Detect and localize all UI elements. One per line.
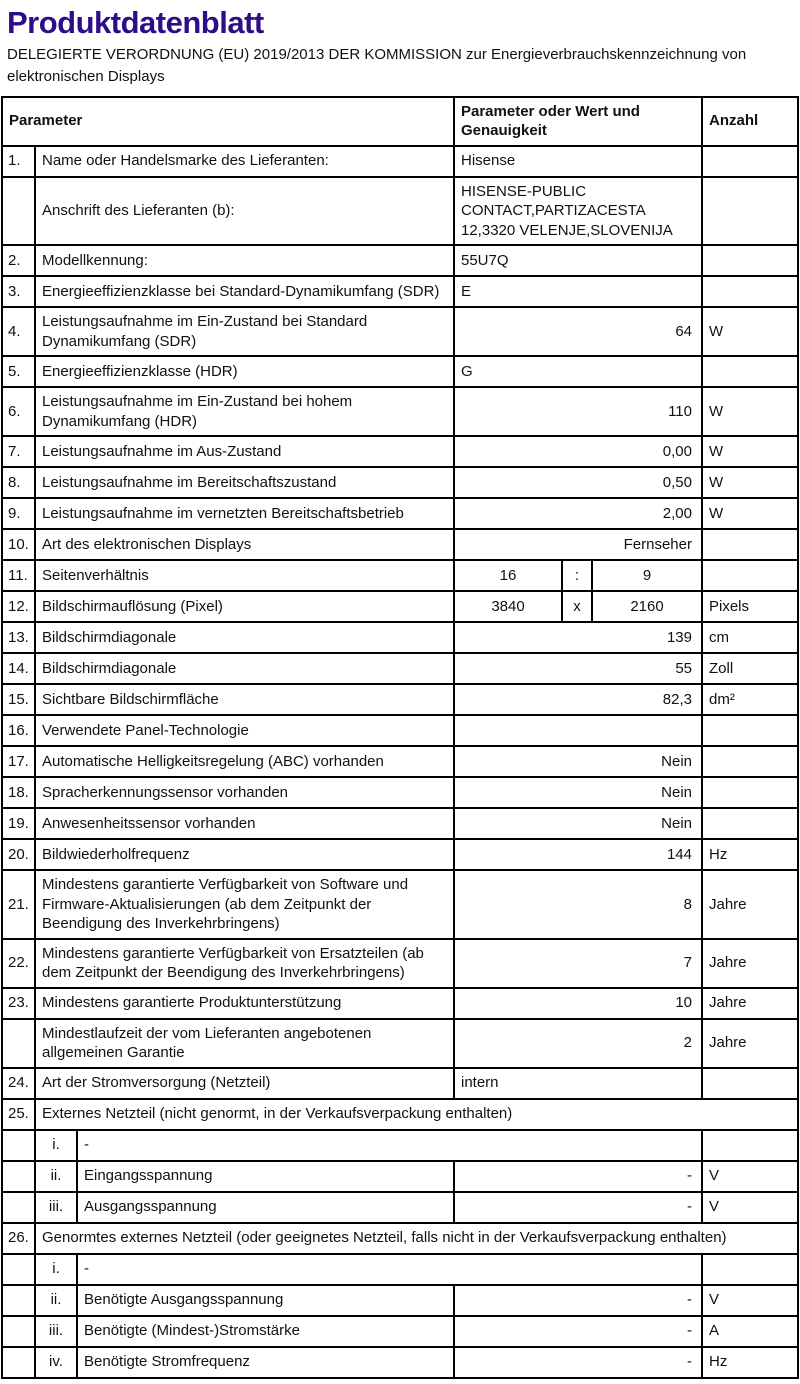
sub-index: iii. [36,1193,78,1222]
parameter-label: Mindestlaufzeit der vom Lieferanten angebotenen allgemeinen Garantie [36,1020,455,1067]
sub-index: i. [36,1255,78,1284]
parameter-value: - [78,1131,703,1160]
section-title: Externes Netzteil (nicht genormt, in der Verkaufsverpackung enthalten) [42,1105,513,1123]
unit-label [703,147,797,176]
table-row [3,1286,797,1317]
value-part-left: 3840 [491,597,525,615]
unit-label: Jahre [709,895,747,913]
row-number [3,178,36,245]
parameter-value: - [455,1162,703,1191]
parameter-label: Leistungsaufnahme im Ein-Zustand bei Standard Dynamikumfang (SDR) [36,308,455,355]
unit-label: Hz [709,1353,728,1371]
parameter-value: Nein [455,747,703,776]
row-number: 1. [3,147,36,176]
unit-label [703,1131,797,1160]
row-number: 17. [3,747,36,776]
unit-label [703,716,797,745]
row-number [3,1286,36,1315]
parameter-label: Name oder Handelsmarke des Lieferanten: [36,147,455,176]
parameter-label: Ausgangsspannung [78,1193,455,1222]
unit-label: V [709,1198,720,1216]
row-number: 8. [3,468,36,497]
unit-label: V [709,1291,720,1309]
parameter-value: - [455,1193,703,1222]
table-row [3,747,797,778]
table-row [3,437,797,468]
unit-label: Pixels [709,597,750,615]
parameter-value: 55U7Q [455,246,703,275]
row-number [3,1162,36,1191]
table-row [3,468,797,499]
unit-label [703,246,797,275]
parameter-value-group [455,592,703,621]
value-separator: x [561,592,593,621]
row-number: 25. [3,1100,36,1129]
table-row [3,308,797,357]
sub-index: iii. [36,1317,78,1346]
table-row [3,1069,797,1100]
unit-label: Hz [709,845,728,863]
parameter-value: HISENSE-PUBLIC CONTACT,PARTIZACESTA 12,3320 VELENJE,SLOVENIJA [455,178,703,245]
parameter-value: intern [455,1069,703,1098]
table-row [3,654,797,685]
sub-index: i. [36,1131,78,1160]
table-row [3,592,797,623]
parameter-label: Bildschirmauflösung (Pixel) [36,592,455,621]
section-row [3,1224,797,1255]
unit-label [703,747,797,776]
row-number: 5. [3,357,36,386]
value-separator: : [561,561,593,590]
row-number [3,1317,36,1346]
section-title: Genormtes externes Netzteil (oder geeignetes Netzteil, falls nicht in der Verkaufsverpackung enthalten) [42,1229,727,1247]
table-row [3,940,797,989]
table-row [3,178,797,247]
row-number: 20. [3,840,36,869]
parameter-value: E [455,277,703,306]
unit-label: Jahre [709,954,747,972]
parameter-label: Sichtbare Bildschirmfläche [36,685,455,714]
parameter-value: - [455,1317,703,1346]
regulation-subtitle [7,44,793,88]
table-row [3,499,797,530]
subtitle-line-2: elektronischen Displays [7,67,165,85]
header-quantity: Anzahl [709,112,759,130]
parameter-label: Mindestens garantierte Produktunterstützung [36,989,455,1018]
table-row [3,1162,797,1193]
row-number: 9. [3,499,36,528]
unit-label: Jahre [709,1034,747,1052]
table-row [3,357,797,388]
parameter-value [455,716,703,745]
sub-index: ii. [36,1162,78,1191]
row-number: 6. [3,388,36,435]
table-row [3,277,797,308]
parameter-label: Automatische Helligkeitsregelung (ABC) vorhanden [36,747,455,776]
parameter-value: 8 [455,871,703,938]
parameter-value-group [455,561,703,590]
parameter-label: Spracherkennungssensor vorhanden [36,778,455,807]
parameter-value: 64 [455,308,703,355]
unit-label: W [709,504,724,522]
header-value-accuracy: Parameter oder Wert und Genauigkeit [455,98,703,145]
parameter-value: 2 [455,1020,703,1067]
row-number: 14. [3,654,36,683]
parameter-value: - [455,1286,703,1315]
parameter-label: Energieeffizienzklasse bei Standard-Dynamikumfang (SDR) [36,277,455,306]
parameter-label: Eingangsspannung [78,1162,455,1191]
row-number: 12. [3,592,36,621]
row-number [3,1348,36,1377]
table-row [3,388,797,437]
parameter-value: 7 [455,940,703,987]
row-number: 2. [3,246,36,275]
table-row [3,989,797,1020]
unit-label: W [709,442,724,460]
parameter-label: Anwesenheitssensor vorhanden [36,809,455,838]
parameter-label: Seitenverhältnis [36,561,455,590]
unit-label: cm [709,628,729,646]
row-number: 21. [3,871,36,938]
parameter-label: Bildschirmdiagonale [36,654,455,683]
unit-label [703,1255,797,1284]
parameter-value: 55 [455,654,703,683]
parameter-label: Verwendete Panel-Technologie [36,716,455,745]
parameter-value: 2,00 [455,499,703,528]
table-row [3,1317,797,1348]
row-number [3,1131,36,1160]
row-number: 15. [3,685,36,714]
parameter-label: Mindestens garantierte Verfügbarkeit von Ersatzteilen (ab dem Zeitpunkt der Beendigung des Inverkehrbringens) [36,940,455,987]
value-part-right: 9 [642,566,652,584]
table-row [3,561,797,592]
table-row [3,778,797,809]
sub-index: ii. [36,1286,78,1315]
row-number: 7. [3,437,36,466]
parameter-label: Anschrift des Lieferanten (b): [36,178,455,245]
parameter-value: Fernseher [455,530,703,559]
parameter-label: Leistungsaufnahme im Aus-Zustand [36,437,455,466]
value-part-right: 2160 [630,597,664,615]
subtitle-line-1: DELEGIERTE VERORDNUNG (EU) 2019/2013 DER KOMMISSION zur Energieverbrauchskennzeichnung von [7,46,747,63]
parameter-value: Nein [455,809,703,838]
table-row [3,147,797,178]
table-row [3,1348,797,1377]
product-datasheet-page [0,5,800,1379]
unit-label: Zoll [709,659,734,677]
parameter-value: 82,3 [455,685,703,714]
table-row [3,1193,797,1224]
value-part-left: 16 [499,566,517,584]
section-row [3,1100,797,1131]
header-parameter: Parameter [3,98,455,145]
parameter-value: 10 [455,989,703,1018]
row-number: 18. [3,778,36,807]
parameter-value: G [455,357,703,386]
table-row [3,530,797,561]
row-number [3,1020,36,1067]
parameter-label: Art der Stromversorgung (Netzteil) [36,1069,455,1098]
unit-label: W [709,402,724,420]
parameter-value: 0,50 [455,468,703,497]
table-row [3,1255,797,1286]
parameter-value: - [455,1348,703,1377]
row-number: 26. [3,1224,36,1253]
page-title: Produktdatenblatt [7,5,264,40]
row-number: 11. [3,561,36,590]
row-number [3,1255,36,1284]
parameter-value: Nein [455,778,703,807]
parameter-label: Benötigte (Mindest-)Stromstärke [78,1317,455,1346]
table-row [3,871,797,940]
parameter-value: - [78,1255,703,1284]
parameter-value: 110 [455,388,703,435]
unit-label: Jahre [709,994,747,1012]
parameter-label: Mindestens garantierte Verfügbarkeit von Software und Firmware-Aktualisierungen (ab dem Zeitpunkt der Beendigung des Inverkehrbringens) [36,871,455,938]
parameter-value: Hisense [455,147,703,176]
parameter-label: Bildschirmdiagonale [36,623,455,652]
parameter-label: Bildwiederholfrequenz [36,840,455,869]
unit-label [703,778,797,807]
parameter-label: Benötigte Ausgangsspannung [78,1286,455,1315]
table-row [3,1020,797,1069]
unit-label: W [709,322,724,340]
table-row [3,809,797,840]
row-number: 3. [3,277,36,306]
parameter-label: Benötigte Stromfrequenz [78,1348,455,1377]
row-number: 13. [3,623,36,652]
unit-label: V [709,1167,720,1185]
row-number: 4. [3,308,36,355]
table-row [3,1131,797,1162]
table-row [3,623,797,654]
unit-label [703,178,797,245]
row-number: 24. [3,1069,36,1098]
parameter-label: Art des elektronischen Displays [36,530,455,559]
table-row [3,716,797,747]
unit-label: A [709,1322,720,1340]
unit-label [703,809,797,838]
row-number: 22. [3,940,36,987]
parameter-value: 139 [455,623,703,652]
row-number: 23. [3,989,36,1018]
parameter-value: 0,00 [455,437,703,466]
unit-label [703,357,797,386]
datasheet-table [1,96,799,1379]
parameter-value: 144 [455,840,703,869]
sub-index: iv. [36,1348,78,1377]
table-header-row [3,98,797,147]
table-row [3,246,797,277]
parameter-label: Leistungsaufnahme im vernetzten Bereitschaftsbetrieb [36,499,455,528]
row-number: 16. [3,716,36,745]
table-row [3,685,797,716]
table-row [3,840,797,871]
parameter-label: Energieeffizienzklasse (HDR) [36,357,455,386]
parameter-label: Modellkennung: [36,246,455,275]
unit-label: W [709,473,724,491]
row-number [3,1193,36,1222]
parameter-label: Leistungsaufnahme im Ein-Zustand bei hohem Dynamikumfang (HDR) [36,388,455,435]
row-number: 19. [3,809,36,838]
unit-label [703,530,797,559]
unit-label [703,1069,797,1098]
parameter-label: Leistungsaufnahme im Bereitschaftszustand [36,468,455,497]
unit-label [703,561,797,590]
unit-label: dm² [709,690,735,708]
unit-label [703,277,797,306]
row-number: 10. [3,530,36,559]
